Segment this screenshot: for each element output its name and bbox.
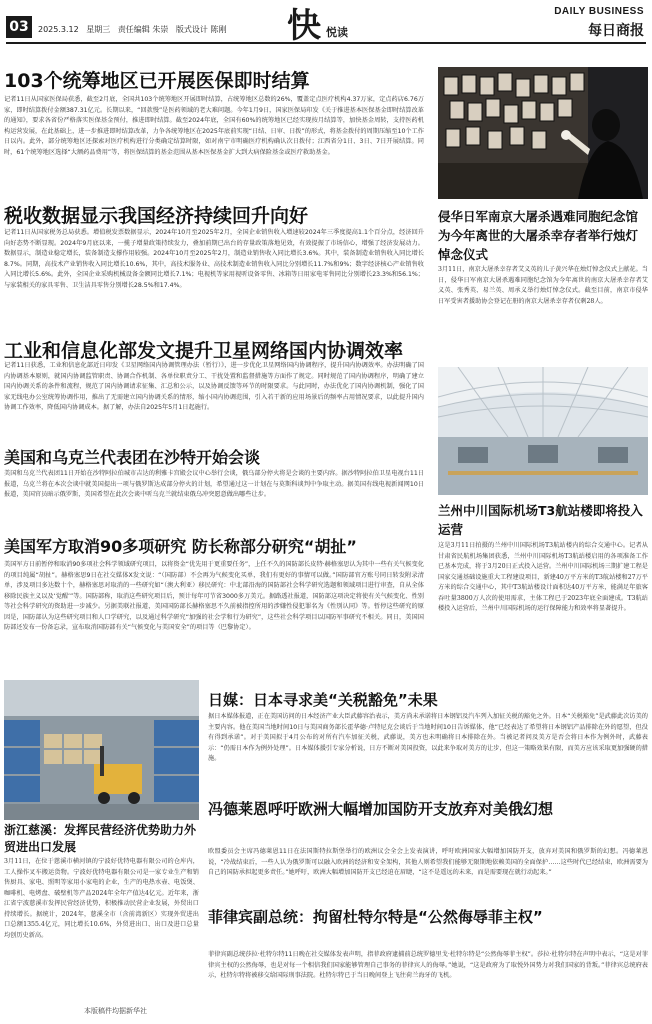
caption-headline-memorial: 侵华日军南京大屠杀遇难同胞纪念馆为今年离世的大屠杀幸存者举行烛灯悼念仪式 — [438, 209, 639, 262]
designer-credit: 版式设计 陈刚 — [175, 25, 227, 34]
caption-headline-cixi: 浙江慈溪：发挥民营经济优势助力外贸进出口发展 — [4, 823, 197, 854]
headline-tax-data: 税收数据显示我国经济持续回升向好 — [4, 205, 309, 227]
body-pentagon-research: 美国军方日前暂停和取消90多项社会科学领域研究项目，以将资金“优先用于更重要任务”，上任不久的国防部长皮特·赫格塞思认为其中一些有关气候变化的项目纯属“胡扯”。赫格塞思9日在社交媒体X发文说：“（国防部）不会再为气候变化买单，我们有更好的事情可以做。”国防部官方账号同日转发附录清单，涉及项目多达数十个，赫格塞思对取消的一些研究如“（澳大利亚）移民研究：中北部沿海的国防部社会科学研究选题和领域项目进行审查，自从全体移除民族主义以及‘觉醒’”等。国防部称，取消这些研究项目后，预计每年可节省3000多万美元。据路透社报道，国防部这项决定将使有关气候变化、性别等社会科学研究的资助进一步减少。另据美联社报道，美国国防部长赫格塞思不久前被指控所用的涉嫌性侵犯罪名为《性别认同》等。暂停这些研究的原因是，国防部认为这些研究项目和人口学研究，以及通过科学研究“加强的社会学和行为研究”，这些社会科学项目以国防军事研究不相关。同日，美国国防部还发布一份备忘录，宣布取消国防部有关“气候变化与美国安全”的项目等（巴黎协定）。 — [4, 561, 424, 631]
headline-us-ukraine-talks: 美国和乌克兰代表团在沙特开始会谈 — [4, 448, 261, 467]
masthead-rule — [6, 42, 646, 44]
caption-headline-airport: 兰州中川国际机场T3航站楼即将投入运营 — [438, 503, 643, 537]
headline-japan-tariff: 日媒：日本寻求美“关税豁免”未果 — [208, 691, 438, 709]
photo-cixi-warehouse — [4, 680, 199, 820]
source-credit: 本版稿件均据新华社 — [84, 1007, 147, 1015]
section-logo: 快 — [287, 6, 321, 46]
headline-philippines-duterte: 菲律宾副总统：拘留杜特尔特是“公然侮辱菲主权” — [208, 908, 543, 926]
memorial-scene-image — [438, 67, 648, 199]
photo-memorial — [438, 67, 648, 199]
issue-meta — [38, 24, 231, 35]
headline-pentagon-research: 美国军方取消90多项研究 防长称部分研究“胡扯” — [4, 537, 357, 556]
issue-weekday: 星期三 — [86, 25, 111, 34]
headline-satellite-network: 工业和信息化部发文提升卫星网络国内协调效率 — [4, 340, 404, 362]
headline-von-der-leyen: 冯德莱恩呼吁欧洲大幅增加国防开支放弃对美俄幻想 — [208, 800, 554, 818]
section-name: 悦读 — [326, 26, 348, 39]
body-medical-insurance: 记者11日从国家医保局获悉，截至2月底，全国共103个统筹地区开展即时结算，占统筹地区总数的26%，覆盖定点医疗机构4.37万家，定点药店6.76万家，即时结算拨付金额387.31亿元。长期以来，“回款慢”是医药领域的老大难问题。今年1月9日，国家医保局印发《关于推进基本医保基金即时结算改革的通知》，要求各省份严格落实医保基金预付，推进即时结算。截至2024年底，全国有60%的统筹地区已经实现按月结算等，加快基金周转，支持医药机构运营发展，在此基础上，进一步推进即时结算改革，力争各统筹地区在2025年底前实现“日结、日审、日拨”的形式，将基金拨付的周期压缩至10个工作日以内。此外，部分统筹地区还探索对医疗机构进行分类确定结算时限，如对南宁市明确医疗机构确认次日拨付；江西省分1日、3日、7日开展结算。同时，61个统筹地区选择“大额药品费用”等，将医保结算的基金范围从基本医保基金扩大到大病保险基金或医疗救助基金。 — [4, 96, 424, 156]
paper-name-cn: 每日商报 — [588, 23, 644, 39]
body-satellite-network: 记者11日获悉，工业和信息化部近日印发《卫星网络国内协调管理办法（暂行）》，进一步优化卫星网络国内协调程序，提升国内协调效率。办法明确了国内协调基本原则，就国内协调监管职责、协调合作机制、各单位职责分工、干扰处置和监督措施等方面作了规定。同时规范了国内协调程序，明确了建立国内协调关系的条件和流程，规范了国内协调请求征集、汇总和公示，以及协调反馈等环节的时限要求。与此同时，办法优化了国内协调机制，强化了国家无线电办公室统筹协调作用，推出了无需建立国内协调关系的情形，缩小国内协调范围，引入若干新的应用场景后的频率占用情况要求，以此提升国内协调工作效率，降低国内协调成本。据了解，办法自2025年5月1日起施行。 — [4, 362, 424, 411]
issue-date: 2025.3.12 — [38, 25, 79, 34]
headline-medical-insurance: 103个统筹地区已开展医保即时结算 — [4, 70, 310, 92]
caption-body-cixi: 3月11日，在位于慈溪市横河镇的宁波好优特电器有限公司的仓库内，工人操作叉车搬运货物。宁波好优特电器有限公司是一家专业生产和销售厨具、家电、照明等家用小家电的企业，生产的电热水壶、电饭煲、咖啡机、电烤盘、破壁机等产品2024年全年产值达4亿元。近年来，浙江省宁波慈溪市发挥民营经济优势，积极推动民营企业发展，外贸出口持续增长。据统计，2024年，慈溪全市（含前湾新区）实现外贸进出口总额1355.4亿元，同比增长10.6%，外贸进出口、出口及进口总量均创历史新高。 — [4, 858, 199, 939]
caption-body-memorial: 3月11日，南京大屠杀幸存者艾义英的儿子黄兴华在烛灯悼念仪式上献花。当日，侵华日军南京大屠杀遇难同胞纪念馆为今年离世的南京大屠杀幸存者艾义英、张秀英、易兰英、周承义举行烛灯悼念仪式。截至目前，南京市侵华日军受害者援助协会登记在册的南京大屠杀幸存者仅剩28人。 — [438, 266, 648, 305]
paper-name-en: DAILY BUSINESS — [554, 6, 644, 17]
body-von-der-leyen: 欧盟委员会主席冯德莱恩11日在法国斯特拉斯堡举行的欧洲议会全会上发表演讲，呼吁欧洲国家大幅增加国防开支，放弃对美国和俄罗斯的幻想。冯德莱恩说，“冷战结束后，一些人认为俄罗斯可以融入欧洲的经济和安全架构，其他人则希望我们能够无限期地依赖美国的全面保护……这些时代已经结束，欧洲需要为自己的国防承担起更多责任。”她呼吁，欧洲大幅增加国防开支已经迫在眉睫，“这不是遥远的未来，而是需要现在就行动起来。” — [208, 848, 648, 876]
airport-terminal-image — [438, 367, 648, 495]
body-japan-tariff: 据日本媒体报道，正在美国访问的日本经济产业大臣武藤容治表示，美方尚未承诺将日本钢铝及汽车列入加征关税的豁免之外。日本“关税豁免”是武藤此次访美的主要内容。他在美国当地时间10日与美国商务部长霍华德·卢特尼克会谈后于当地时间10日告诉媒体，他“已经表达了希望将日本钢铝产品排除在外的愿望，但没有得到承诺”。对于美国拟于4月公布的对所有汽车加征关税，武藤说，美方也未明确将日本排除在外。当被记者问及美方是否会将日本作为例外时，武藤表示：“仍需日本作为例外处理”。日本媒体援引专家分析说，日方不断对美国投资，以此来争取对美方的让步，但这一策略效果有限，而美方应该采取更加强硬的措施。 — [208, 713, 648, 762]
caption-body-airport: 这是3月11日拍摄的兰州中川国际机场T3航站楼内的综合交通中心。记者从甘肃省民航机场集团获悉，兰州中川国际机场T3航站楼启用的各项准备工作已基本完成，将于3月20日正式投入运营。兰州中川国际机场三期扩建工程是国家交通基础设施重大工程建设项目，新建40万平方米的T3航站楼和27万平方米的综合交通中心，其中T3航站楼设计面积达40万平方米，能满足年旅客吞吐量3800万人次的使用需求，主体工程已于2023年底全面建成。T3航站楼投入运营后，兰州中川国际机场的运行保障能力和效率将显著提升。 — [438, 542, 648, 612]
body-tax-data: 记者11日从国家税务总局获悉。增值税发票数据显示，2024年10月至2025年2月，全国企业销售收入增速较2024年三季度提高1.1个百分点，经济回升向好态势不断显现。2024年9月底以来，一揽子增量政策持续发力，叠加前期已出台的存量政策落地见效，有效提振了市场信心，增强了经济发展动力。数据显示，制造业稳定增长，装备制造支撑作用较强。2024年10月至2025年2月，制造业销售收入同比增长3.6%。其中，装备制造业销售收入同比增长8.7%。同期，高技术产业销售收入同比增长10.6%，其中，高技术服务业、高技术制造业销售收入同比分别增长11.7%和9%；数字经济核心产业销售收入同比增长5.6%。此外，全国企业采购机械设备金额同比增长7.1%；电视机等家用视听设备零售、冰箱等日用家电零售同比分别增长23.3%和56.1%；与家装相关的家具零售、卫生洁具零售分别增长28.5%和17.4%。 — [4, 229, 424, 289]
page-number: 03 — [6, 16, 32, 38]
body-us-ukraine-talks: 美国和乌克兰代表团11日开始在沙特阿拉伯城市吉达的利雅卡宫殿会议中心举行会谈，俄乌部分停火将是会谈的主要内容。据沙特阿拉伯卫星电视台11日报道，乌克兰将在本次会谈中就美国提出一项与俄罗斯达成部分停火的计划，希望通过这一计划在与莫斯科谈判中争取主动。据美国有线电视新闻网10日报道，美国官员暗示俄罗斯，美国希望在此次会谈中听乌克兰就结束俄乌冲突愿意做出哪些让步。 — [4, 470, 424, 498]
body-philippines-duterte: 菲律宾副总统莎拉·杜特尔特11日晚在社交媒体发表声明，指菲政府逮捕前总统罗德里戈·杜特尔特是“公然侮辱菲主权”。莎拉·杜特尔特在声明中表示，“这是对菲律宾主权的公然侮辱，也是对每一个相信我们国家能够管理自己事务的菲律宾人的侮辱。”她说，“这是政府为了取悦外国势力对我们国家的背叛。”菲律宾总统府表示，杜特尔特将被移交给国际刑事法院。杜特尔特已于当日晚间登上飞往荷兰海牙的飞机。 — [208, 951, 648, 979]
photo-airport-t3 — [438, 367, 648, 495]
editor-credit: 责任编辑 朱崇 — [117, 25, 169, 34]
warehouse-image — [4, 680, 199, 820]
